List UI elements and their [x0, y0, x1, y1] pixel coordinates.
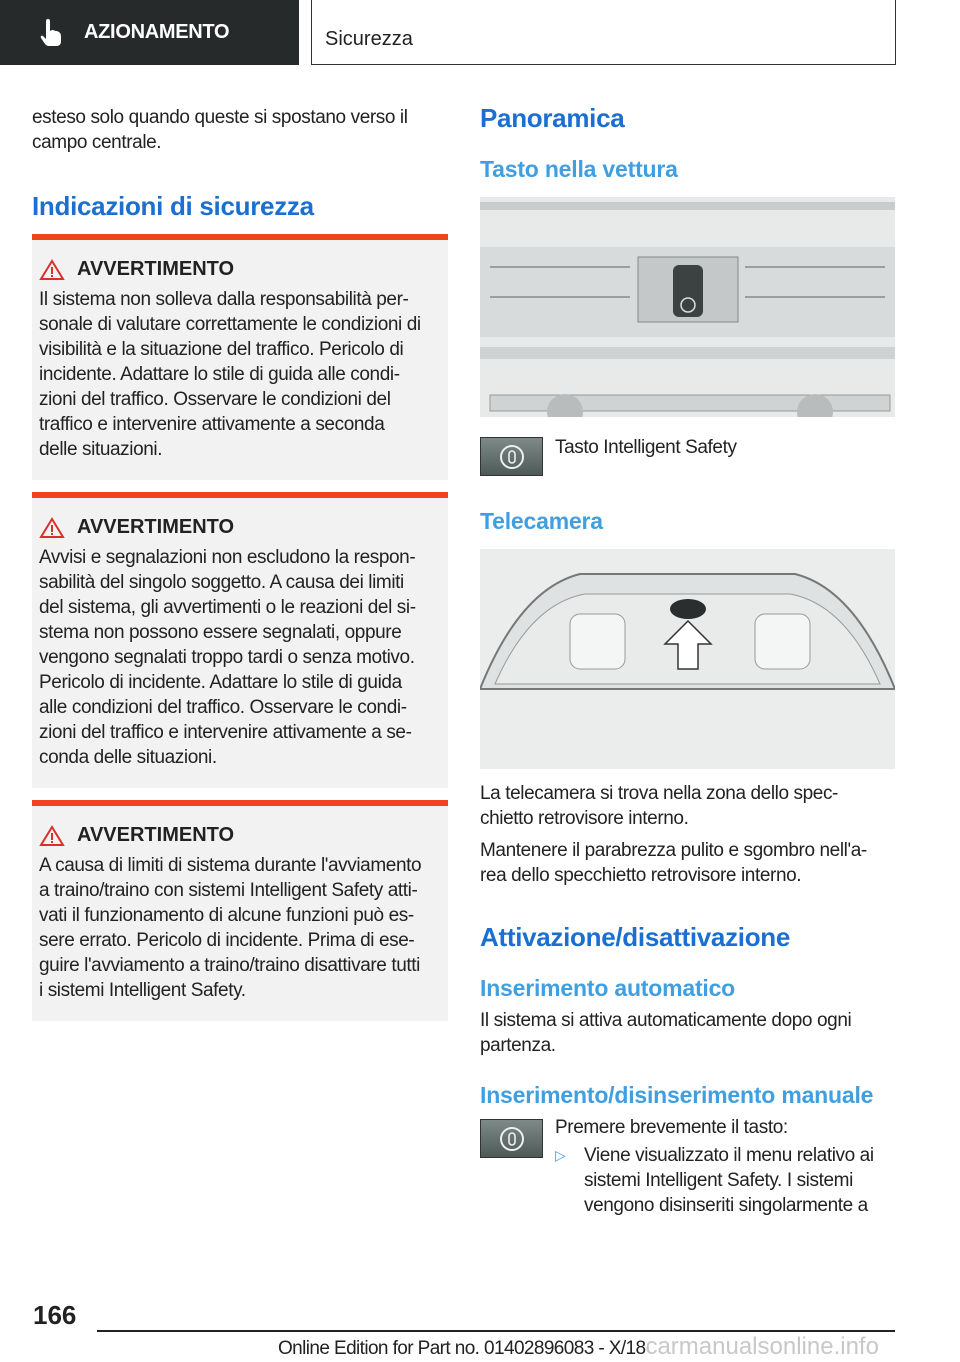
manual-section: [480, 1119, 895, 1218]
button-caption: Tasto Intelligent Safety: [555, 437, 737, 458]
warning-title: AVVERTIMENTO: [77, 824, 235, 846]
bullet-triangle-icon: ▷: [555, 1147, 566, 1163]
manual-bullet-text: Viene visualizzato il menu relativo ai sistemi Intelligent Safety. I sistemi vengono disinseriti singolarmente a: [584, 1145, 874, 1216]
auto-heading: Inserimento automatico: [480, 975, 736, 1001]
edition-text: Online Edition for Part no. 01402896083 - X/18: [278, 1338, 646, 1359]
button-heading: Tasto nella vettura: [480, 156, 678, 182]
overview-heading: Panoramica: [480, 103, 625, 133]
safety-heading: Indicazioni di sicurezza: [32, 191, 314, 221]
intelligent-safety-button-icon: [480, 1119, 543, 1158]
section-tab: [0, 0, 299, 65]
warning-triangle-icon: [39, 259, 65, 281]
chapter-title: Sicurezza: [311, 0, 896, 65]
warning-box: [32, 492, 448, 788]
camera-image: [480, 549, 895, 769]
warning-text: A causa di limiti di sistema durante l'avviamento a traino/traino con sistemi Intelligent Safety atti- vati il funzionamento di alcune funzioni può es- sere errato. Pericolo di incidente. Prima di ese- guire l'avviamento a traino/traino disattivare tutti i sistemi Intelligent Safety.: [39, 855, 422, 1001]
warning-box: [32, 800, 448, 1021]
activation-heading: Attivazione/disattivazione: [480, 922, 791, 952]
warning-title: AVVERTIMENTO: [77, 258, 235, 280]
warning-triangle-icon: [39, 517, 65, 539]
warning-box: [32, 234, 448, 480]
left-column: [32, 100, 448, 1021]
intro-text: esteso solo quando queste si spostano verso il campo centrale.: [32, 107, 408, 153]
auto-text: Il sistema si attiva automaticamente dopo ogni partenza.: [480, 1010, 852, 1056]
warning-text: Avvisi e segnalazioni non escludono la respon- sabilità del singolo soggetto. A causa dei limiti del sistema, gli avvertimenti o le reazioni del si- stema non possono essere segnalati, oppure vengono segnalati troppo tardi o senza motivo. Pericolo di incidente. Adattare lo stile di guida alle condizioni del traffico. Osservare le condi- zioni del traffico e intervenire attivamente a se- conda delle situazioni.: [39, 547, 416, 768]
camera-heading: Telecamera: [480, 508, 603, 534]
footer-divider: [97, 1330, 895, 1332]
page-number: 166: [33, 1300, 77, 1330]
manual-text: Premere brevemente il tasto:: [555, 1117, 788, 1138]
camera-clean-text: Mantenere il parabrezza pulito e sgombro nell'a- rea dello specchietto retrovisore interno.: [480, 840, 867, 886]
footer: [278, 1333, 879, 1361]
warning-text: Il sistema non solleva dalla responsabilità per- sonale di valutare correttamente le condizioni di visibilità e la situazione del traffico. Pericolo di incidente. Adattare lo stile di guida alle condi- zioni del traffico. Osservare le condizioni del traffico e intervenire attivamente a seconda delle situazioni.: [39, 289, 421, 460]
warning-title: AVVERTIMENTO: [77, 516, 235, 538]
warning-triangle-icon: [39, 825, 65, 847]
section-title: AZIONAMENTO: [84, 21, 230, 43]
manual-bullet: [555, 1143, 874, 1218]
intelligent-safety-button-icon: [480, 437, 543, 476]
right-column: [480, 100, 895, 1218]
watermark[interactable]: carmanualsonline.info: [645, 1333, 879, 1360]
button-legend: [480, 437, 895, 476]
camera-location-text: La telecamera si trova nella zona dello spec- chietto retrovisore interno.: [480, 783, 838, 829]
dashboard-button-image: [480, 197, 895, 417]
hand-pointer-icon: [40, 19, 64, 47]
manual-heading: Inserimento/disinserimento manuale: [480, 1082, 874, 1108]
